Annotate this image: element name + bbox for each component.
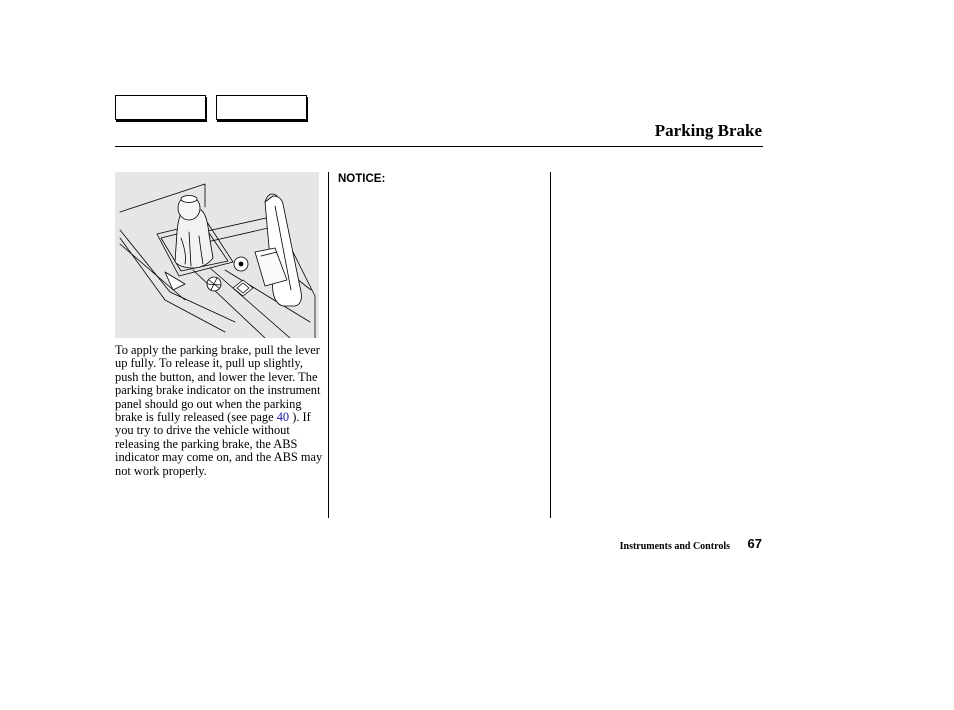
parking-brake-lever-icon (255, 194, 301, 306)
footer-section-title: Instruments and Controls (619, 541, 730, 552)
parking-brake-illustration (115, 172, 319, 338)
page-title: Parking Brake (654, 121, 762, 140)
shift-lever-icon (157, 196, 233, 291)
page-number: 67 (747, 536, 762, 551)
nav-button-previous[interactable] (115, 95, 206, 120)
column-divider-left (328, 172, 329, 518)
body-text-part-1: To apply the parking brake, pull the lever up fully. To release it, pull up slightly, push the button, and lower the lever. The parking brake indicator on the instrument panel should go out when the parking brake is fully released (see page (115, 343, 321, 425)
nav-button-next[interactable] (216, 95, 307, 120)
body-paragraph (115, 344, 325, 478)
body-text (115, 344, 325, 478)
page-reference-link[interactable]: 40 (276, 410, 290, 425)
body-text-part-2: ). If you try to drive the vehicle without releasing the parking brake, the ABS indicator may come on, and the ABS may not work properly. (115, 410, 323, 478)
title-divider (115, 146, 763, 147)
notice-label: NOTICE: (338, 173, 386, 185)
column-divider-right (550, 172, 551, 518)
